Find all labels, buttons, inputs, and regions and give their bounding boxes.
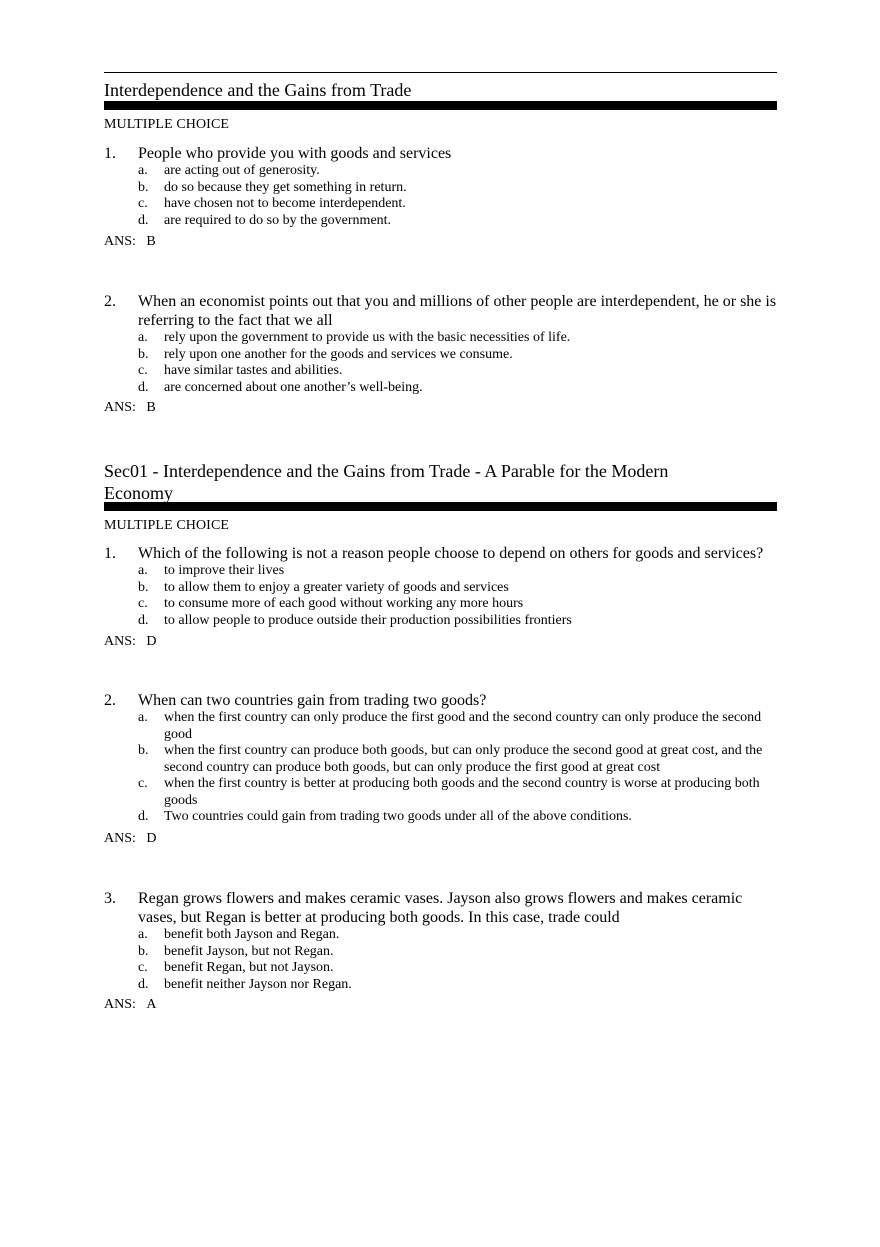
section-rule xyxy=(104,101,777,110)
option xyxy=(138,196,777,213)
option-letter: a. xyxy=(138,927,148,942)
option xyxy=(138,743,777,776)
question xyxy=(104,889,777,993)
answer-options xyxy=(138,927,777,993)
option-text: to improve their lives xyxy=(164,563,285,578)
option-text: are concerned about one another’s well-being. xyxy=(164,379,423,395)
answer-options xyxy=(138,710,777,826)
option xyxy=(138,213,777,230)
option-letter: b. xyxy=(138,943,149,959)
question-text: When an economist points out that you and millions of other people are interdependent, he or she is referring to the fact that we all xyxy=(138,293,777,329)
option xyxy=(138,960,777,977)
option-letter: b. xyxy=(138,346,149,362)
question-text: Which of the following is not a reason people choose to depend on others for goods and services? xyxy=(138,545,764,562)
option-letter: d. xyxy=(138,976,149,992)
section-title: Sec01 - Interdependence and the Gains from Trade - A Parable for the Modern Economy xyxy=(104,461,669,503)
option-letter: b. xyxy=(138,743,149,758)
option-text: Two countries could gain from trading two goods under all of the above conditions. xyxy=(164,809,632,824)
ans-value: B xyxy=(146,400,156,415)
option-text: when the first country is better at producing both goods and the second country is worse at producing both goods xyxy=(164,776,760,808)
question-text: Regan grows flowers and makes ceramic vases. Jayson also grows flowers and makes ceramic vases, but Regan is better at producing both goods. In this case, trade could xyxy=(138,890,743,926)
option-letter: c. xyxy=(138,596,148,611)
option xyxy=(138,776,777,809)
option xyxy=(138,977,777,994)
question-text: When can two countries gain from trading two goods? xyxy=(138,692,487,709)
option xyxy=(138,347,777,364)
ans-value: B xyxy=(146,234,156,249)
question-number: 2. xyxy=(104,692,116,709)
option-text: when the first country can only produce the first good and the second country can only produce the second good xyxy=(164,710,762,742)
option-letter: b. xyxy=(138,179,149,195)
ans-value: D xyxy=(146,831,157,846)
option-text: are acting out of generosity. xyxy=(164,163,320,178)
option-text: benefit Jayson, but not Regan. xyxy=(164,943,334,959)
option-text: rely upon the government to provide us with the basic necessities of life. xyxy=(164,330,571,345)
option-text: to allow people to produce outside their production possibilities frontiers xyxy=(164,612,572,628)
question-number: 1. xyxy=(104,145,116,162)
option-text: do so because they get something in return. xyxy=(164,179,407,195)
option-text: benefit neither Jayson nor Regan. xyxy=(164,976,352,992)
option-text: have chosen not to become interdependent. xyxy=(164,196,406,211)
answer-key xyxy=(104,831,157,847)
ans-value: D xyxy=(146,634,157,649)
option xyxy=(138,163,777,180)
option xyxy=(138,380,777,397)
option-text: to allow them to enjoy a greater variety of goods and services xyxy=(164,579,509,595)
option-text: rely upon one another for the goods and services we consume. xyxy=(164,346,513,362)
option xyxy=(138,363,777,380)
option xyxy=(138,596,777,613)
answer-key xyxy=(104,997,157,1013)
answer-options xyxy=(138,563,777,629)
answer-key xyxy=(104,634,157,650)
question xyxy=(104,292,777,396)
option xyxy=(138,944,777,961)
option xyxy=(138,330,777,347)
option xyxy=(138,580,777,597)
question-type-label: MULTIPLE CHOICE xyxy=(104,518,230,533)
section-header xyxy=(104,72,777,110)
option xyxy=(138,563,777,580)
option xyxy=(138,710,777,743)
answer-key xyxy=(104,234,156,250)
section-title: Interdependence and the Gains from Trade xyxy=(104,80,412,100)
option-letter: b. xyxy=(138,579,149,595)
option-text: are required to do so by the government. xyxy=(164,212,392,228)
option-letter: c. xyxy=(138,363,148,378)
option-text: when the first country can produce both goods, but can only produce the second good at great cost, and the second country can produce both goods, but can only produce the first good at great cost xyxy=(164,743,763,775)
option-letter: a. xyxy=(138,330,148,345)
option-letter: d. xyxy=(138,212,149,228)
option-text: benefit Regan, but not Jayson. xyxy=(164,960,334,975)
ans-label: ANS: xyxy=(104,634,136,649)
ans-value: A xyxy=(146,997,157,1012)
section-header xyxy=(104,460,777,511)
option xyxy=(138,613,777,630)
option-letter: a. xyxy=(138,563,148,578)
option-letter: c. xyxy=(138,776,148,791)
option xyxy=(138,927,777,944)
question xyxy=(104,544,777,629)
option-text: to consume more of each good without working any more hours xyxy=(164,596,524,611)
answer-options xyxy=(138,330,777,396)
top-rule xyxy=(104,72,777,73)
option-letter: d. xyxy=(138,379,149,395)
option-text: benefit both Jayson and Regan. xyxy=(164,927,340,942)
question-number: 3. xyxy=(104,890,116,907)
question-number: 2. xyxy=(104,293,116,310)
question-number: 1. xyxy=(104,545,116,562)
ans-label: ANS: xyxy=(104,831,136,846)
option-text: have similar tastes and abilities. xyxy=(164,363,343,378)
question-type-label: MULTIPLE CHOICE xyxy=(104,117,230,132)
option xyxy=(138,809,777,826)
option xyxy=(138,180,777,197)
answer-options xyxy=(138,163,777,229)
ans-label: ANS: xyxy=(104,234,136,249)
option-letter: a. xyxy=(138,710,148,725)
question xyxy=(104,691,777,826)
question-text: People who provide you with goods and services xyxy=(138,145,452,162)
ans-label: ANS: xyxy=(104,400,136,415)
option-letter: a. xyxy=(138,163,148,178)
question xyxy=(104,144,777,229)
ans-label: ANS: xyxy=(104,997,136,1012)
option-letter: d. xyxy=(138,809,149,824)
option-letter: c. xyxy=(138,960,148,975)
answer-key xyxy=(104,400,156,416)
option-letter: c. xyxy=(138,196,148,211)
section-rule xyxy=(104,502,777,511)
option-letter: d. xyxy=(138,612,149,628)
